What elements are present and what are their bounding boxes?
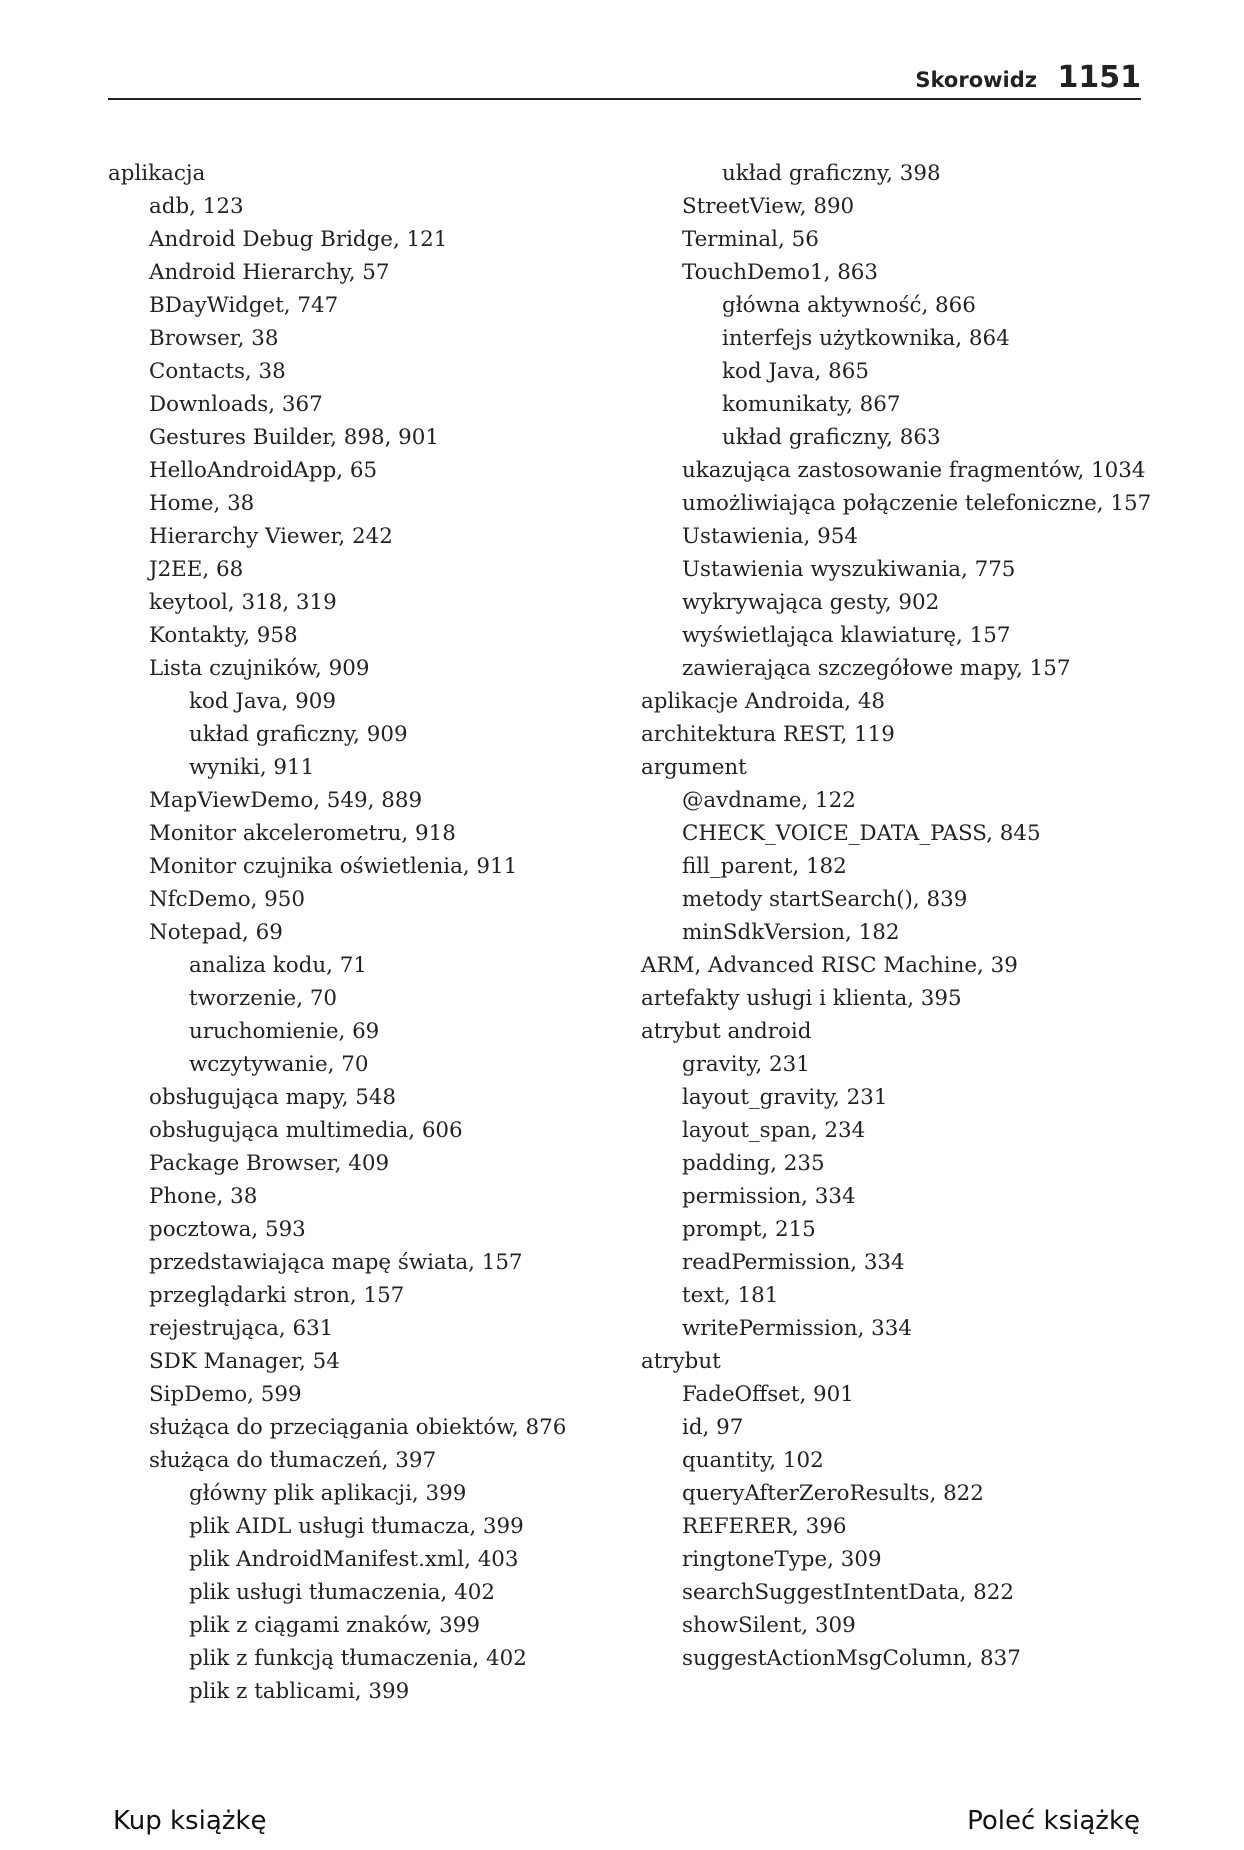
index-subentry: umożliwiająca połączenie telefoniczne, 157 <box>682 491 1152 516</box>
index-subentry: służąca do przeciągania obiektów, 876 <box>149 1415 567 1440</box>
index-subentry: SipDemo, 599 <box>149 1382 302 1407</box>
index-subentry: J2EE, 68 <box>149 557 244 582</box>
index-subentry: tworzenie, 70 <box>189 986 338 1011</box>
index-entry: aplikacje Androida, 48 <box>641 689 886 714</box>
index-subentry: writePermission, 334 <box>682 1316 912 1341</box>
index-subentry: padding, 235 <box>682 1151 825 1176</box>
index-subentry: layout_span, 234 <box>682 1118 866 1143</box>
index-subentry: TouchDemo1, 863 <box>682 260 879 285</box>
index-subentry: keytool, 318, 319 <box>149 590 337 615</box>
index-column-right <box>641 157 1201 1675</box>
index-subentry: Terminal, 56 <box>682 227 819 252</box>
index-subentry: analiza kodu, 71 <box>189 953 367 978</box>
index-subentry: StreetView, 890 <box>682 194 855 219</box>
index-subentry: układ graficzny, 863 <box>722 425 941 450</box>
index-subentry: plik z funkcją tłumaczenia, 402 <box>189 1646 527 1671</box>
index-subentry: przedstawiająca mapę świata, 157 <box>149 1250 523 1275</box>
index-subentry: BDayWidget, 747 <box>149 293 339 318</box>
index-subentry: Package Browser, 409 <box>149 1151 390 1176</box>
index-subentry: interfejs użytkownika, 864 <box>722 326 1010 351</box>
index-subentry: plik z ciągami znaków, 399 <box>189 1613 480 1638</box>
index-entry: architektura REST, 119 <box>641 722 895 747</box>
index-subentry: gravity, 231 <box>682 1052 810 1077</box>
index-subentry: SDK Manager, 54 <box>149 1349 340 1374</box>
index-subentry: metody startSearch(), 839 <box>682 887 968 912</box>
index-subentry: Phone, 38 <box>149 1184 258 1209</box>
index-subentry: uruchomienie, 69 <box>189 1019 380 1044</box>
index-entry: ARM, Advanced RISC Machine, 39 <box>641 953 1018 978</box>
index-subentry: Android Debug Bridge, 121 <box>149 227 448 252</box>
index-subentry: kod Java, 909 <box>189 689 336 714</box>
index-subentry: suggestActionMsgColumn, 837 <box>682 1646 1021 1671</box>
index-subentry: text, 181 <box>682 1283 779 1308</box>
index-subentry: plik AIDL usługi tłumacza, 399 <box>189 1514 524 1539</box>
index-subentry: MapViewDemo, 549, 889 <box>149 788 423 813</box>
index-subentry: obsługująca mapy, 548 <box>149 1085 397 1110</box>
index-subentry: fill_parent, 182 <box>682 854 847 879</box>
index-subentry: główna aktywność, 866 <box>722 293 976 318</box>
page-number: 1151 <box>1057 60 1141 95</box>
index-subentry: obsługująca multimedia, 606 <box>149 1118 463 1143</box>
index-subentry: minSdkVersion, 182 <box>682 920 900 945</box>
index-subentry: FadeOffset, 901 <box>682 1382 854 1407</box>
index-entry: artefakty usługi i klienta, 395 <box>641 986 962 1011</box>
index-subentry: układ graficzny, 398 <box>722 161 941 186</box>
index-subentry: showSilent, 309 <box>682 1613 856 1638</box>
index-subentry: readPermission, 334 <box>682 1250 905 1275</box>
index-subentry: pocztowa, 593 <box>149 1217 306 1242</box>
index-subentry: Lista czujników, 909 <box>149 656 370 681</box>
index-subentry: NfcDemo, 950 <box>149 887 306 912</box>
index-subentry: Ustawienia, 954 <box>682 524 858 549</box>
index-subentry: układ graficzny, 909 <box>189 722 408 747</box>
index-subentry: plik usługi tłumaczenia, 402 <box>189 1580 495 1605</box>
index-subentry: prompt, 215 <box>682 1217 816 1242</box>
index-subentry: zawierająca szczegółowe mapy, 157 <box>682 656 1071 681</box>
index-subentry: CHECK_VOICE_DATA_PASS, 845 <box>682 821 1041 846</box>
index-subentry: Notepad, 69 <box>149 920 283 945</box>
index-subentry: HelloAndroidApp, 65 <box>149 458 378 483</box>
index-subentry: Android Hierarchy, 57 <box>149 260 390 285</box>
index-subentry: permission, 334 <box>682 1184 856 1209</box>
index-subentry: wyświetlająca klawiaturę, 157 <box>682 623 1011 648</box>
index-subentry: Monitor czujnika oświetlenia, 911 <box>149 854 518 879</box>
index-subentry: służąca do tłumaczeń, 397 <box>149 1448 437 1473</box>
index-subentry: główny plik aplikacji, 399 <box>189 1481 467 1506</box>
index-subentry: REFERER, 396 <box>682 1514 847 1539</box>
section-title: Skorowidz <box>915 68 1037 92</box>
index-entry: argument <box>641 755 747 780</box>
index-subentry: id, 97 <box>682 1415 744 1440</box>
index-column-left <box>108 157 638 1708</box>
index-entry: atrybut <box>641 1349 721 1374</box>
index-subentry: ukazująca zastosowanie fragmentów, 1034 <box>682 458 1146 483</box>
index-subentry: Browser, 38 <box>149 326 279 351</box>
index-subentry: plik z tablicami, 399 <box>189 1679 410 1704</box>
index-entry: atrybut android <box>641 1019 812 1044</box>
index-subentry: searchSuggestIntentData, 822 <box>682 1580 1014 1605</box>
index-subentry: rejestrująca, 631 <box>149 1316 334 1341</box>
index-subentry: adb, 123 <box>149 194 244 219</box>
index-subentry: ringtoneType, 309 <box>682 1547 882 1572</box>
index-subentry: kod Java, 865 <box>722 359 869 384</box>
index-subentry: wyniki, 911 <box>189 755 315 780</box>
index-subentry: komunikaty, 867 <box>722 392 901 417</box>
index-subentry: Ustawienia wyszukiwania, 775 <box>682 557 1016 582</box>
index-entry: aplikacja <box>108 161 206 186</box>
index-subentry: Kontakty, 958 <box>149 623 298 648</box>
index-subentry: @avdname, 122 <box>682 788 856 813</box>
index-subentry: queryAfterZeroResults, 822 <box>682 1481 984 1506</box>
index-subentry: Hierarchy Viewer, 242 <box>149 524 393 549</box>
index-subentry: przeglądarki stron, 157 <box>149 1283 405 1308</box>
index-subentry: Contacts, 38 <box>149 359 286 384</box>
index-subentry: Downloads, 367 <box>149 392 323 417</box>
page-header <box>108 60 1141 100</box>
index-subentry: Home, 38 <box>149 491 255 516</box>
index-subentry: wykrywająca gesty, 902 <box>682 590 940 615</box>
index-subentry: Gestures Builder, 898, 901 <box>149 425 440 450</box>
index-subentry: wczytywanie, 70 <box>189 1052 369 1077</box>
index-subentry: layout_gravity, 231 <box>682 1085 888 1110</box>
index-subentry: plik AndroidManifest.xml, 403 <box>189 1547 519 1572</box>
buy-book-link[interactable]: Kup książkę <box>113 1806 267 1836</box>
index-subentry: quantity, 102 <box>682 1448 824 1473</box>
index-subentry: Monitor akcelerometru, 918 <box>149 821 456 846</box>
recommend-book-link[interactable]: Poleć książkę <box>967 1806 1140 1836</box>
